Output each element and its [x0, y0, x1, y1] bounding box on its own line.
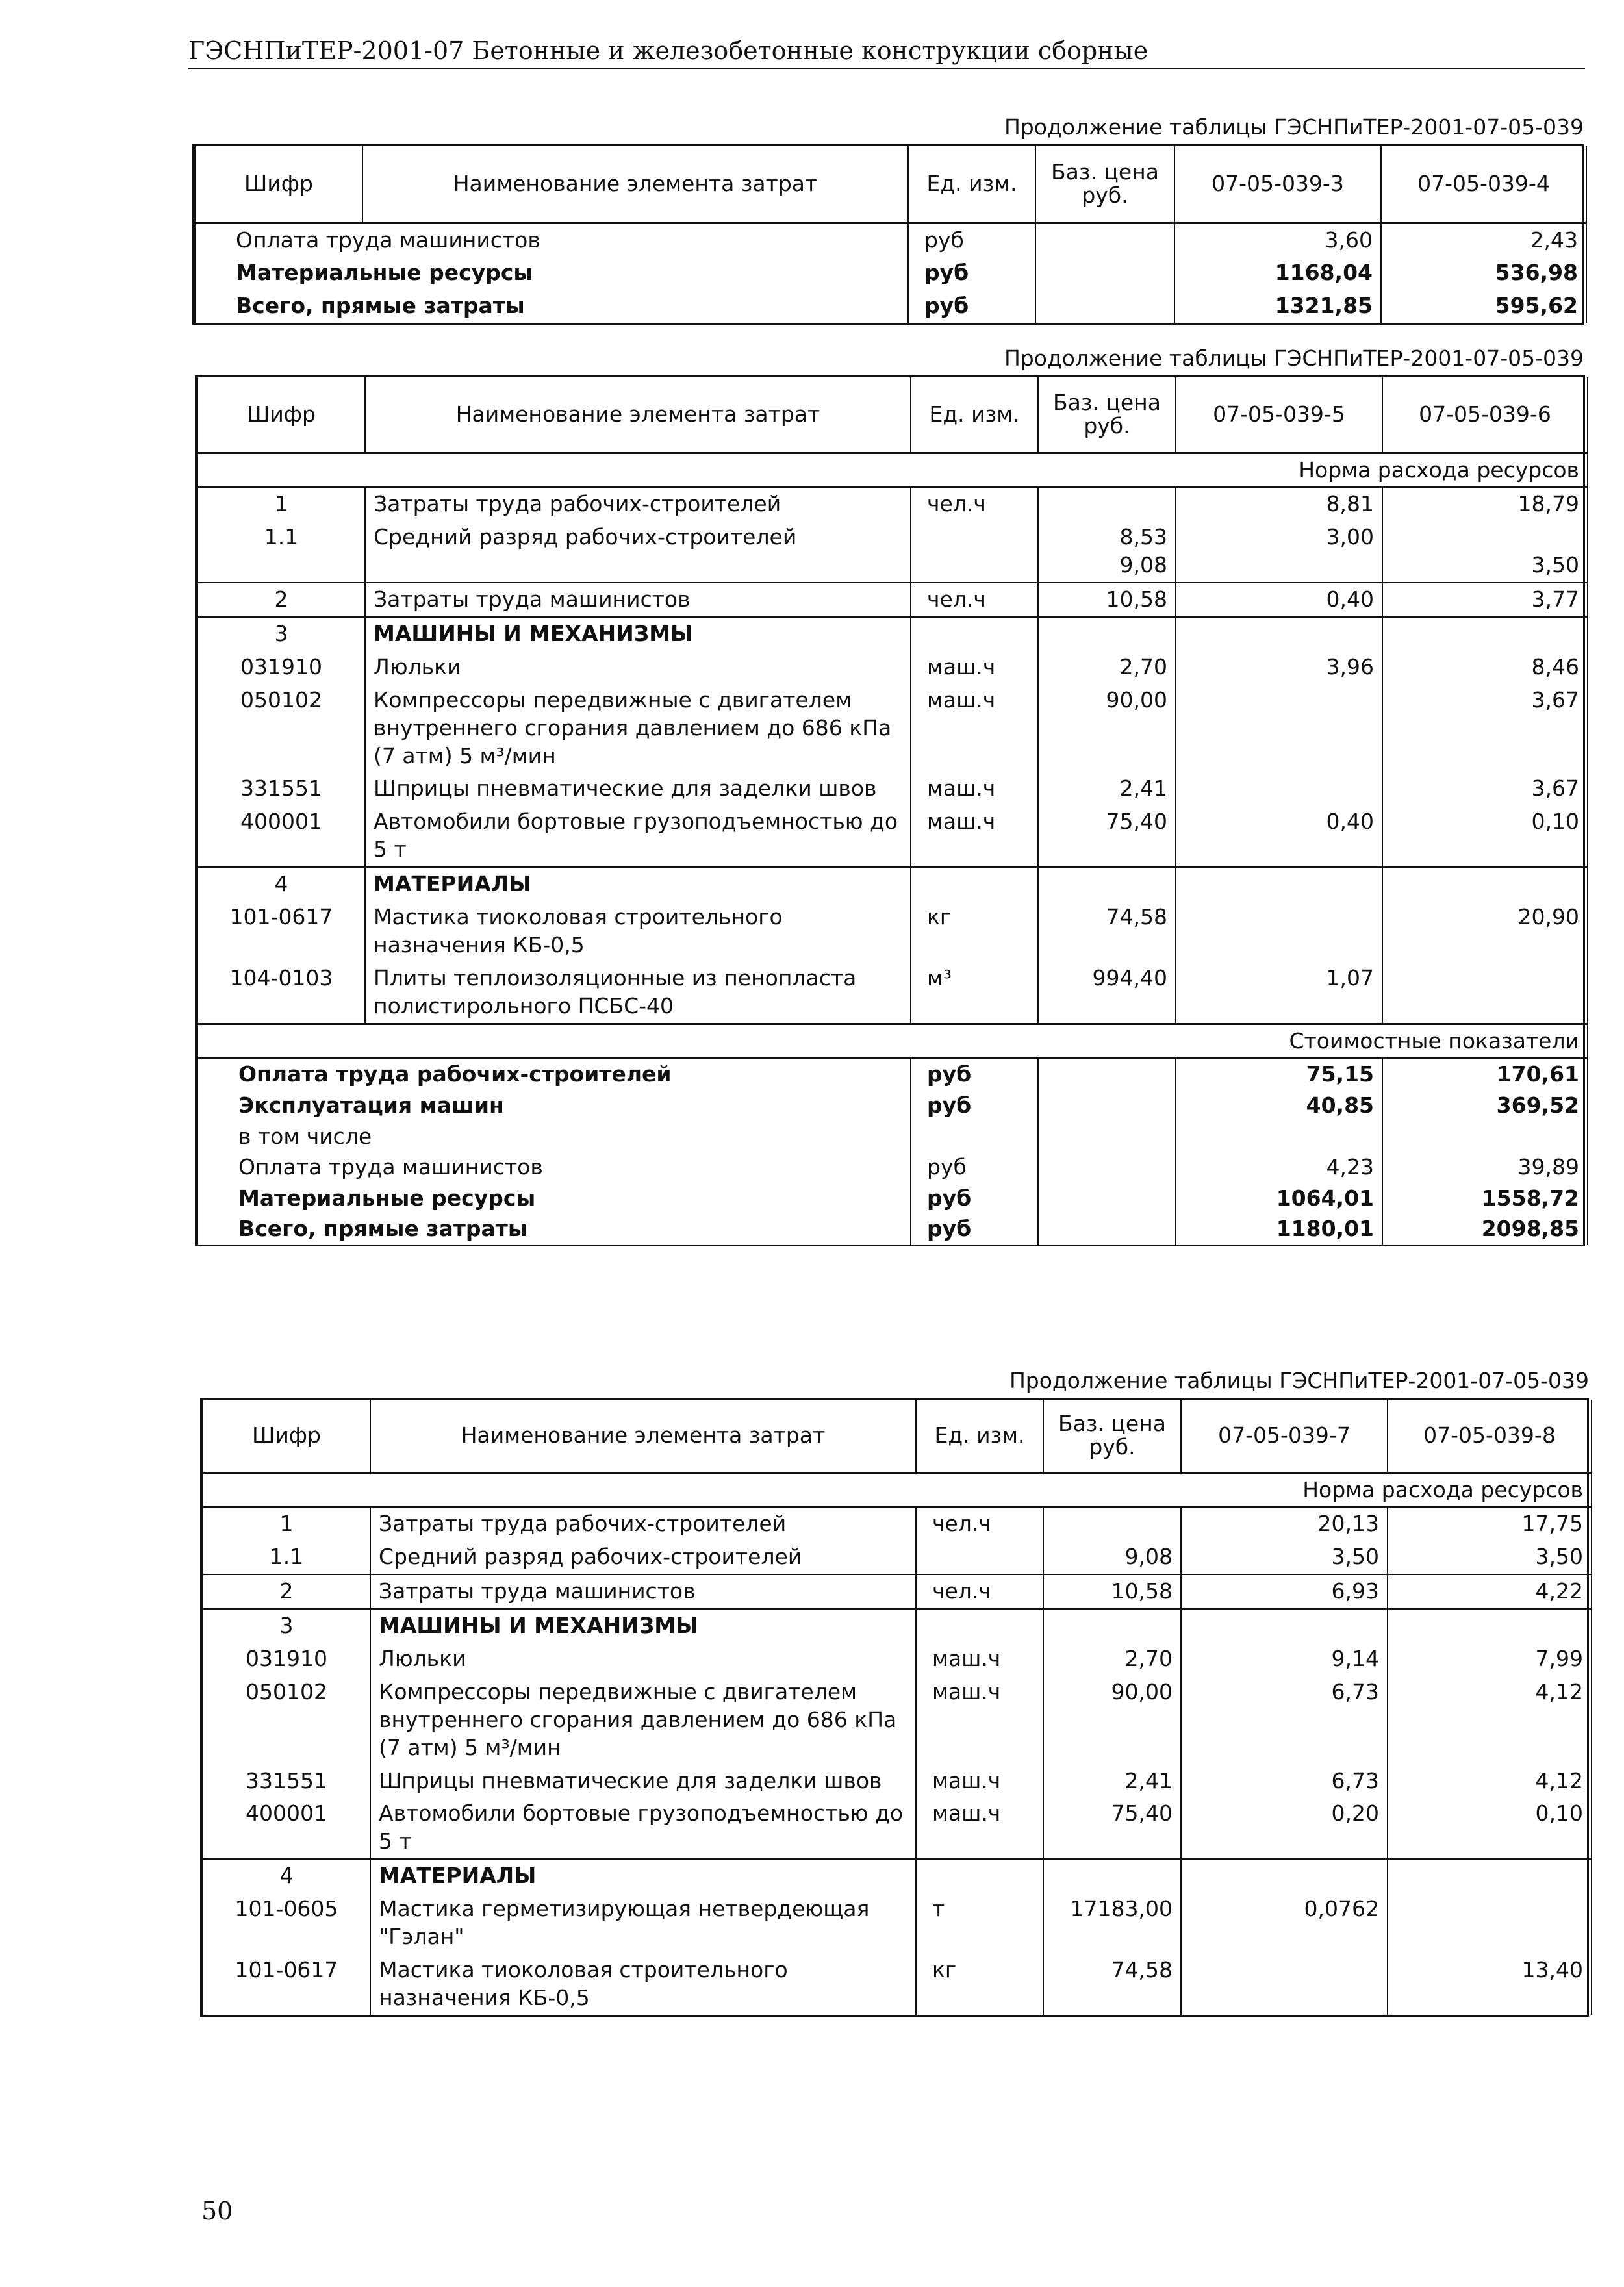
table-row [195, 290, 1586, 323]
cell-code: 1 [203, 1507, 370, 1541]
cell-price [1043, 1609, 1181, 1643]
cell-price: 75,40 [1038, 805, 1176, 867]
table-row [197, 651, 1588, 684]
cell-value-a: 1180,01 [1176, 1213, 1382, 1245]
cell-price [1038, 1152, 1176, 1183]
cell-unit: маш.ч [911, 772, 1038, 805]
cell-value-a: 1321,85 [1174, 290, 1381, 323]
cell-value-b: 0,10 [1388, 1797, 1592, 1859]
table-row [203, 1574, 1592, 1609]
continuation-caption: Продолжение таблицы ГЭСНПиТЕР-2001-07-05-039 [1004, 346, 1584, 371]
cell-code: 2 [197, 583, 365, 617]
cell-value-b: 3,67 [1382, 684, 1588, 773]
cell-value-a: 6,93 [1181, 1574, 1388, 1609]
cell-unit: руб [911, 1058, 1038, 1090]
cell-value-b: 13,40 [1388, 1954, 1592, 2015]
cell-code: 4 [197, 867, 365, 901]
cell-unit: маш.ч [916, 1676, 1043, 1765]
cell-value-b: 2,43 [1381, 223, 1586, 257]
header-code: Шифр [203, 1400, 370, 1472]
cell-name: МАТЕРИАЛЫ [370, 1859, 916, 1893]
cell-unit [916, 1859, 1043, 1893]
table-row [203, 1541, 1592, 1574]
cell-name: Компрессоры передвижные с двигателем внутреннего сгорания давлением до 686 кПа (7 атм) 5 м³/мин [370, 1676, 916, 1765]
cell-price [1038, 487, 1176, 521]
cell-price: 74,58 [1043, 1954, 1181, 2015]
cell-value-a [1181, 1954, 1388, 2015]
cell-value-a: 4,23 [1176, 1152, 1382, 1183]
cell-unit: маш.ч [916, 1643, 1043, 1676]
cell-value-a: 0,0762 [1181, 1893, 1388, 1954]
cell-value-a: 3,96 [1176, 651, 1382, 684]
table-row [203, 1893, 1592, 1954]
cell-value-a [1181, 1609, 1388, 1643]
header-col-a: 07-05-039-5 [1176, 377, 1382, 453]
cell-unit: маш.ч [911, 805, 1038, 867]
cost-row [197, 1090, 1588, 1121]
cell-name: Всего, прямые затраты [195, 290, 908, 323]
cell-name: Мастика тиоколовая строительного назначения КБ-0,5 [370, 1954, 916, 2015]
resource-table-1 [192, 144, 1584, 325]
cell-value-a: 0,40 [1176, 583, 1382, 617]
cell-value-a [1176, 901, 1382, 962]
cell-code: 031910 [203, 1643, 370, 1676]
cell-price [1038, 867, 1176, 901]
cell-price: 2,41 [1043, 1765, 1181, 1798]
table-row [197, 487, 1588, 521]
cell-name: Автомобили бортовые грузоподъемностью до 5 т [370, 1797, 916, 1859]
cell-name: МАШИНЫ И МЕХАНИЗМЫ [365, 617, 911, 651]
cell-code: 400001 [203, 1797, 370, 1859]
cell-code: 1.1 [197, 521, 365, 583]
cell-unit: кг [911, 901, 1038, 962]
cell-value-a [1176, 772, 1382, 805]
cell-unit: руб [911, 1152, 1038, 1183]
cell-price: 17183,00 [1043, 1893, 1181, 1954]
cell-code: 4 [203, 1859, 370, 1893]
cell-value-a: 0,40 [1176, 805, 1382, 867]
cell-price [1035, 257, 1174, 290]
cell-code: 3 [203, 1609, 370, 1643]
header-price: Баз. цена руб. [1043, 1400, 1181, 1472]
cell-value-a [1176, 684, 1382, 773]
cell-name: Автомобили бортовые грузоподъемностью до 5 т [365, 805, 911, 867]
cell-value-b: 0,10 [1382, 805, 1588, 867]
header-unit: Ед. изм. [908, 146, 1035, 223]
cell-unit: чел.ч [916, 1507, 1043, 1541]
cell-value-b: 39,89 [1382, 1152, 1588, 1183]
cell-price [1035, 290, 1174, 323]
cell-unit: м³ [911, 962, 1038, 1024]
table-row [197, 684, 1588, 773]
cell-price: 2,70 [1038, 651, 1176, 684]
cell-value-a [1176, 1121, 1382, 1152]
cell-value-b [1388, 1893, 1592, 1954]
cell-code: 1 [197, 487, 365, 521]
cell-unit: маш.ч [916, 1765, 1043, 1798]
cell-unit [911, 867, 1038, 901]
cell-code: 331551 [197, 772, 365, 805]
cell-value-b: 1558,72 [1382, 1183, 1588, 1214]
cell-name: Затраты труда рабочих-строителей [370, 1507, 916, 1541]
cell-unit: руб [911, 1090, 1038, 1121]
continuation-caption: Продолжение таблицы ГЭСНПиТЕР-2001-07-05-039 [1004, 114, 1584, 140]
cell-name: в том числе [197, 1121, 911, 1152]
cell-name: Затраты труда машинистов [365, 583, 911, 617]
cell-price: 994,40 [1038, 962, 1176, 1024]
cell-value-a: 0,20 [1181, 1797, 1388, 1859]
norm-label: Норма расхода ресурсов [203, 1472, 1592, 1507]
cell-price [1038, 1058, 1176, 1090]
cell-unit [916, 1541, 1043, 1574]
cell-value-a: 40,85 [1176, 1090, 1382, 1121]
header-col-a: 07-05-039-7 [1181, 1400, 1388, 1472]
cell-name: МАШИНЫ И МЕХАНИЗМЫ [370, 1609, 916, 1643]
cell-value-b [1382, 1121, 1588, 1152]
cell-unit: маш.ч [911, 684, 1038, 773]
resource-table-3 [200, 1398, 1589, 2017]
table-row [197, 867, 1588, 901]
cell-code: 050102 [203, 1676, 370, 1765]
cell-price [1043, 1859, 1181, 1893]
cost-row [197, 1152, 1588, 1183]
table-row [203, 1954, 1592, 2015]
continuation-caption: Продолжение таблицы ГЭСНПиТЕР-2001-07-05-039 [1009, 1368, 1589, 1393]
cell-name: Оплата труда машинистов [195, 223, 908, 257]
cell-unit: чел.ч [911, 583, 1038, 617]
cell-unit: т [916, 1893, 1043, 1954]
cell-value-b: 17,75 [1388, 1507, 1592, 1541]
cell-name: Оплата труда машинистов [197, 1152, 911, 1183]
cell-value-a: 1168,04 [1174, 257, 1381, 290]
table-row [197, 617, 1588, 651]
cell-value-a: 20,13 [1181, 1507, 1388, 1541]
cell-value-b: 536,98 [1381, 257, 1586, 290]
cell-code: 101-0605 [203, 1893, 370, 1954]
cell-unit: руб [908, 257, 1035, 290]
cell-value-b: 4,12 [1388, 1676, 1592, 1765]
cell-name: Всего, прямые затраты [197, 1213, 911, 1245]
table-row [203, 1797, 1592, 1859]
cell-price: 2,70 [1043, 1643, 1181, 1676]
cell-name: Эксплуатация машин [197, 1090, 911, 1121]
cell-value-a: 75,15 [1176, 1058, 1382, 1090]
cell-unit: руб [908, 290, 1035, 323]
cell-value-a [1181, 1859, 1388, 1893]
cell-value-b: 8,46 [1382, 651, 1588, 684]
page-number: 50 [201, 2197, 233, 2225]
cell-code: 2 [203, 1574, 370, 1609]
cell-value-b: 7,99 [1388, 1643, 1592, 1676]
cell-value-a: 3,50 [1181, 1541, 1388, 1574]
cell-value-b: 595,62 [1381, 290, 1586, 323]
cost-row [197, 1121, 1588, 1152]
page-header: ГЭСНПиТЕР-2001-07 Бетонные и железобетонные конструкции сборные [188, 36, 1148, 65]
resource-table-2 [195, 375, 1585, 1246]
table-row [197, 583, 1588, 617]
table-row [203, 1643, 1592, 1676]
cell-value-b: 18,79 [1382, 487, 1588, 521]
header-col-b: 07-05-039-4 [1381, 146, 1586, 223]
cell-price: 10,58 [1038, 583, 1176, 617]
cell-name: Материальные ресурсы [195, 257, 908, 290]
cell-name: Шприцы пневматические для заделки швов [370, 1765, 916, 1798]
cell-price: 10,58 [1043, 1574, 1181, 1609]
table-row [197, 772, 1588, 805]
cost-label: Стоимостные показатели [197, 1024, 1588, 1058]
cell-code: 1.1 [203, 1541, 370, 1574]
table-row [203, 1765, 1592, 1798]
cell-code: 400001 [197, 805, 365, 867]
table-row [197, 962, 1588, 1024]
cell-name: Материальные ресурсы [197, 1183, 911, 1214]
table-row [203, 1507, 1592, 1541]
cell-value-a: 3,60 [1174, 223, 1381, 257]
cell-name: Мастика тиоколовая строительного назначения КБ-0,5 [365, 901, 911, 962]
cell-value-b: 2098,85 [1382, 1213, 1588, 1245]
cell-value-a: 3,00 [1176, 521, 1382, 583]
cell-value-b: 369,52 [1382, 1090, 1588, 1121]
cell-value-b: 3,67 [1382, 772, 1588, 805]
cell-price [1038, 1183, 1176, 1214]
header-unit: Ед. изм. [916, 1400, 1043, 1472]
cell-name: Затраты труда рабочих-строителей [365, 487, 911, 521]
cell-unit: чел.ч [916, 1574, 1043, 1609]
header-name: Наименование элемента затрат [370, 1400, 916, 1472]
cell-price: 90,00 [1043, 1676, 1181, 1765]
cell-value-b: 4,22 [1388, 1574, 1592, 1609]
table-row [203, 1859, 1592, 1893]
cell-unit: руб [908, 223, 1035, 257]
header-col-b: 07-05-039-8 [1388, 1400, 1592, 1472]
cell-value-b [1382, 867, 1588, 901]
cell-name: Плиты теплоизоляционные из пенопласта полистирольного ПСБС-40 [365, 962, 911, 1024]
table-row [197, 805, 1588, 867]
cell-price [1038, 617, 1176, 651]
cell-unit: маш.ч [911, 651, 1038, 684]
cell-name: Затраты труда машинистов [370, 1574, 916, 1609]
header-col-b: 07-05-039-6 [1382, 377, 1588, 453]
cell-value-b: 20,90 [1382, 901, 1588, 962]
norm-row [197, 453, 1588, 487]
cell-price: 90,00 [1038, 684, 1176, 773]
table-row [197, 521, 1588, 583]
cell-value-b: 3,50 [1388, 1541, 1592, 1574]
cell-value-b: 170,61 [1382, 1058, 1588, 1090]
cell-code: 3 [197, 617, 365, 651]
cell-unit: руб [911, 1183, 1038, 1214]
cell-value-a: 1064,01 [1176, 1183, 1382, 1214]
cell-value-b: 3,77 [1382, 583, 1588, 617]
cell-name: Средний разряд рабочих-строителей [370, 1541, 916, 1574]
cell-unit: чел.ч [911, 487, 1038, 521]
cell-name: Оплата труда рабочих-строителей [197, 1058, 911, 1090]
table-row [195, 257, 1586, 290]
cell-name: Люльки [370, 1643, 916, 1676]
cost-row [197, 1213, 1588, 1245]
header-name: Наименование элемента затрат [362, 146, 908, 223]
cell-value-b [1388, 1609, 1592, 1643]
cost-row [197, 1058, 1588, 1090]
table-row [197, 901, 1588, 962]
cell-code: 050102 [197, 684, 365, 773]
cell-value-b: 4,12 [1388, 1765, 1592, 1798]
cell-unit [911, 521, 1038, 583]
norm-label: Норма расхода ресурсов [197, 453, 1588, 487]
header-col-a: 07-05-039-3 [1174, 146, 1381, 223]
cell-unit [911, 1121, 1038, 1152]
cell-price [1038, 1090, 1176, 1121]
cell-name: Компрессоры передвижные с двигателем внутреннего сгорания давлением до 686 кПа (7 атм) 5 м³/мин [365, 684, 911, 773]
cell-value-b [1382, 617, 1588, 651]
cell-value-a: 6,73 [1181, 1676, 1388, 1765]
header-price: Баз. цена руб. [1038, 377, 1176, 453]
cell-value-a [1176, 867, 1382, 901]
cell-value-a: 1,07 [1176, 962, 1382, 1024]
cell-name: Средний разряд рабочих-строителей [365, 521, 911, 583]
cell-price [1035, 223, 1174, 257]
cell-name: Мастика герметизирующая нетвердеющая "Гэлан" [370, 1893, 916, 1954]
table-row [195, 223, 1586, 257]
cell-value-a: 9,14 [1181, 1643, 1388, 1676]
cell-unit: руб [911, 1213, 1038, 1245]
cell-name: МАТЕРИАЛЫ [365, 867, 911, 901]
cell-code: 101-0617 [197, 901, 365, 962]
cost-header-row [197, 1024, 1588, 1058]
header-name: Наименование элемента затрат [365, 377, 911, 453]
header-unit: Ед. изм. [911, 377, 1038, 453]
cell-price [1038, 1121, 1176, 1152]
header-rule [188, 68, 1585, 69]
header-code: Шифр [195, 146, 362, 223]
cell-price: 9,08 [1043, 1541, 1181, 1574]
cost-row [197, 1183, 1588, 1214]
cell-price: 75,40 [1043, 1797, 1181, 1859]
cell-value-a: 8,81 [1176, 487, 1382, 521]
cell-name: Люльки [365, 651, 911, 684]
cell-price: 8,53 9,08 [1038, 521, 1176, 583]
cell-unit [911, 617, 1038, 651]
cell-price [1038, 1213, 1176, 1245]
cell-unit [916, 1609, 1043, 1643]
norm-row [203, 1472, 1592, 1507]
cell-unit: маш.ч [916, 1797, 1043, 1859]
cell-code: 031910 [197, 651, 365, 684]
cell-code: 331551 [203, 1765, 370, 1798]
cell-value-a [1176, 617, 1382, 651]
cell-unit: кг [916, 1954, 1043, 2015]
cell-value-b: 3,50 [1382, 521, 1588, 583]
cell-code: 101-0617 [203, 1954, 370, 2015]
cell-code: 104-0103 [197, 962, 365, 1024]
header-price: Баз. цена руб. [1035, 146, 1174, 223]
table-row [203, 1676, 1592, 1765]
cell-price: 2,41 [1038, 772, 1176, 805]
header-code: Шифр [197, 377, 365, 453]
cell-value-b [1388, 1859, 1592, 1893]
cell-value-a: 6,73 [1181, 1765, 1388, 1798]
cell-name: Шприцы пневматические для заделки швов [365, 772, 911, 805]
cell-value-b [1382, 962, 1588, 1024]
table-row [203, 1609, 1592, 1643]
cell-price: 74,58 [1038, 901, 1176, 962]
cell-price [1043, 1507, 1181, 1541]
